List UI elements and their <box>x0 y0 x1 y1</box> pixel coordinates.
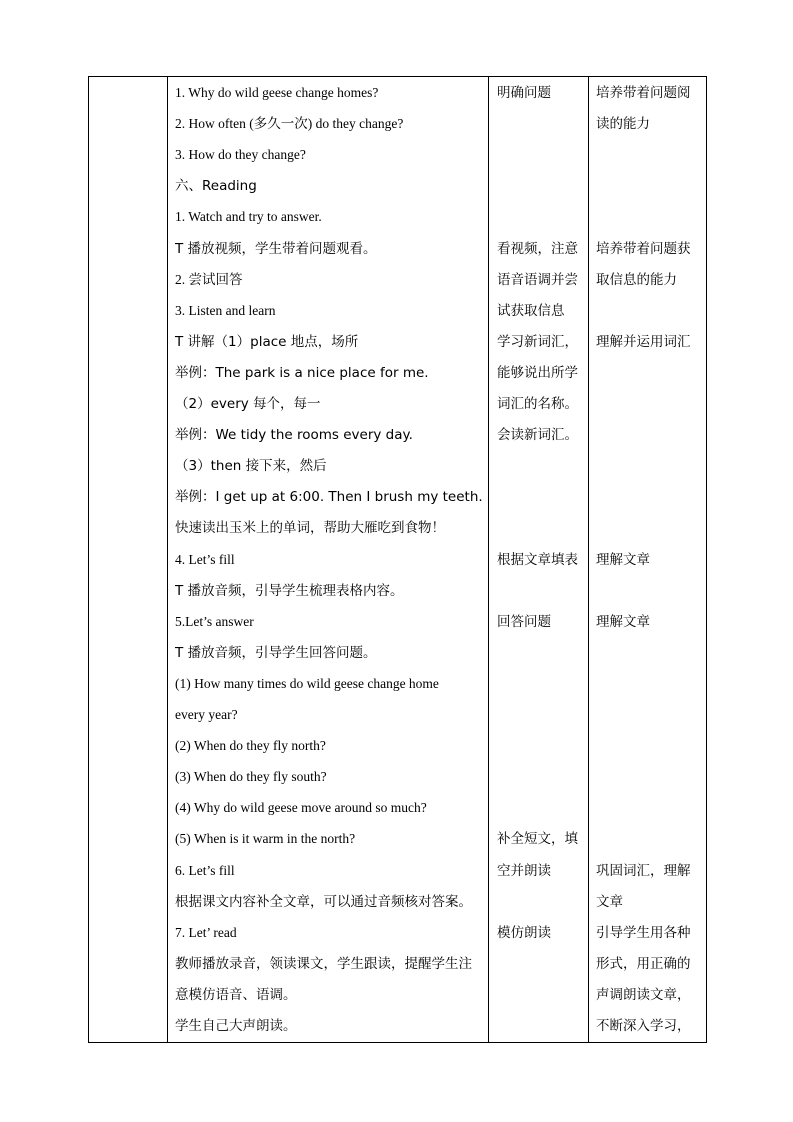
process-line: 举例：I get up at 6:00. Then I brush my teeth. <box>175 489 483 506</box>
column-divider <box>167 77 168 1042</box>
process-line: (5) When is it warm in the north? <box>175 831 356 847</box>
process-line: (1) How many times do wild geese change home <box>175 675 439 691</box>
student-activity-line: 空并朗读 <box>497 862 551 879</box>
process-line: 意模仿语音、语调。 <box>175 986 297 1003</box>
process-line: 6. Let’s fill <box>175 862 235 878</box>
process-line: 举例：The park is a nice place for me. <box>175 364 429 381</box>
process-line: 快速读出玉米上的单词，帮助大雁吃到食物！ <box>175 520 445 537</box>
lesson-table <box>88 76 707 1043</box>
purpose-line: 读的能力 <box>596 116 650 133</box>
process-line: 举例：We tidy the rooms every day. <box>175 427 413 444</box>
process-line: 4. Let’s fill <box>175 551 235 567</box>
purpose-line: 理解并运用词汇 <box>596 333 691 350</box>
purpose-line: 理解文章 <box>596 551 650 568</box>
student-activity-line: 模仿朗读 <box>497 924 551 941</box>
purpose-line: 文章 <box>596 893 623 910</box>
student-activity-line: 会读新词汇。 <box>497 427 578 444</box>
process-line: 六、Reading <box>175 178 257 195</box>
process-line: （3）then 接下来，然后 <box>175 458 327 475</box>
purpose-line: 引导学生用各种 <box>596 924 691 941</box>
purpose-line: 培养带着问题获 <box>596 240 691 257</box>
process-line: (2) When do they fly north? <box>175 738 326 754</box>
student-activity-line: 试获取信息 <box>497 302 565 319</box>
process-line: T 播放音频，引导学生回答问题。 <box>175 644 377 661</box>
student-activity-line: 能够说出所学 <box>497 364 578 381</box>
purpose-line: 培养带着问题阅 <box>596 85 691 101</box>
process-line: 2. 尝试回答 <box>175 271 243 287</box>
process-line: 2. How often (多久一次) do they change? <box>175 116 404 132</box>
process-line: 3. Listen and learn <box>175 302 276 318</box>
student-activity-line: 根据文章填表 <box>497 551 578 568</box>
student-activity-line: 回答问题 <box>497 613 551 630</box>
process-line: T 讲解（1）place 地点，场所 <box>175 333 359 350</box>
process-line: 1. Watch and try to answer. <box>175 209 322 225</box>
process-line: （2）every 每个，每一 <box>175 396 321 412</box>
process-line: every year? <box>175 707 238 722</box>
process-line: T 播放视频，学生带着问题观看。 <box>175 240 377 257</box>
process-line: 7. Let’ read <box>175 924 237 940</box>
process-line: 3. How do they change? <box>175 147 306 163</box>
student-activity-line: 看视频，注意 <box>497 240 578 257</box>
student-activity-line: 学习新词汇， <box>497 333 578 350</box>
purpose-line: 巩固词汇，理解 <box>596 862 691 879</box>
process-line: T 播放音频，引导学生梳理表格内容。 <box>175 582 404 599</box>
process-line: (3) When do they fly south? <box>175 769 327 785</box>
purpose-line: 理解文章 <box>596 613 650 630</box>
purpose-line: 取信息的能力 <box>596 271 677 288</box>
student-activity-line: 明确问题 <box>497 85 551 101</box>
student-activity-line: 补全短文，填 <box>497 831 578 848</box>
column-divider <box>488 77 489 1042</box>
process-line: 根据课文内容补全文章，可以通过音频核对答案。 <box>175 893 472 910</box>
purpose-line: 形式，用正确的 <box>596 955 691 972</box>
purpose-line: 声调朗读文章， <box>596 986 691 1003</box>
student-activity-line: 词汇的名称。 <box>497 396 578 412</box>
process-line: 学生自己大声朗读。 <box>175 1018 297 1034</box>
purpose-line: 不断深入学习， <box>596 1018 691 1034</box>
process-line: 1. Why do wild geese change homes? <box>175 85 379 100</box>
process-line: 教师播放录音，领读课文，学生跟读，提醒学生注 <box>175 955 472 972</box>
column-divider <box>588 77 589 1042</box>
student-activity-line: 语音语调并尝 <box>497 271 578 288</box>
process-line: (4) Why do wild geese move around so much? <box>175 800 427 816</box>
process-line: 5.Let’s answer <box>175 613 254 629</box>
